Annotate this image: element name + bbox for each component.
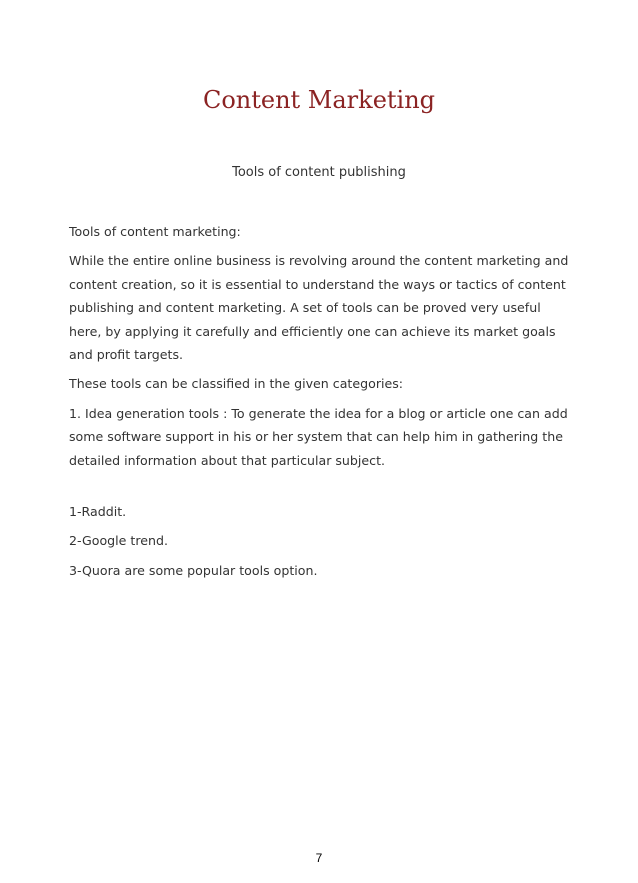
paragraph-categories: These tools can be classified in the given categories: — [69, 376, 404, 392]
list-item: 2-Google trend. — [69, 533, 168, 549]
page-title: Content Marketing — [202, 86, 436, 114]
paragraph-intro: While the entire online business is revolving around the content marketing and content creation, so it is essential to understand the ways or tactics of content publishing and content marketing. A set of tools can be proved very useful here, by applying it carefully and efficiently one can achieve its market goals and profit targets. — [69, 253, 569, 363]
list-item: 3-Quora are some popular tools option. — [69, 562, 318, 578]
paragraph-idea-generation: 1. Idea generation tools : To generate the idea for a blog or article one can add some software support in his or her system that can help him in gathering the detailed information about that particular subject. — [69, 405, 568, 468]
body-text — [69, 220, 574, 588]
paragraph-heading: Tools of content marketing: — [69, 224, 241, 239]
list-item: 1-Raddit. — [69, 504, 127, 520]
page-number: 7 — [315, 851, 323, 865]
section-subtitle: Tools of content publishing — [232, 165, 406, 180]
